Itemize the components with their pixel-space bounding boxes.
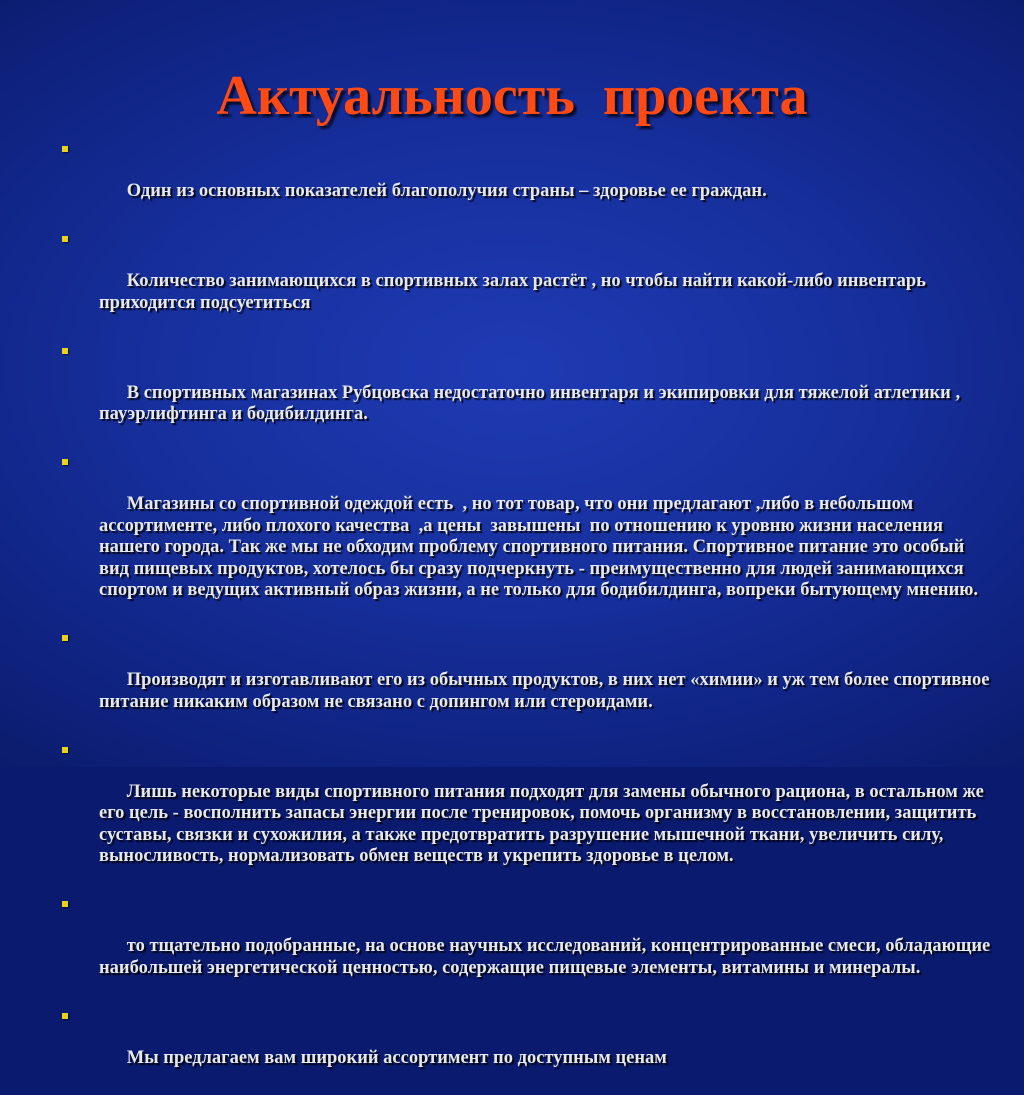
square-bullet-icon	[62, 146, 68, 152]
square-bullet-icon	[62, 747, 68, 753]
bullet-text: Один из основных показателей благополучия страны – здоровье ее граждан.	[126, 181, 767, 201]
square-bullet-icon	[62, 459, 68, 465]
bullet-list	[0, 138, 1024, 1095]
square-bullet-icon	[62, 635, 68, 641]
slide-title: Актуальность проекта	[216, 65, 808, 127]
bullet-text: Лишь некоторые виды спортивного питания подходят для замены обычного рациона, в остальном же его цель - восполнить запасы энергии после тренировок, помочь организму в восстановлении, защитить суставы, связки и сухожилия, а также предотвратить разрушение мышечной ткани, увеличить силу, выносливость, нормализовать обмен веществ и укрепить здоровье в целом.	[99, 781, 989, 866]
bullet-item	[0, 340, 1024, 448]
bullet-text: то тщательно подобранные, на основе научных исследований, концентрированные смеси, обладающие наибольшей энергетической ценностью, содержащие пищевые элементы, витамины и минералы.	[99, 936, 995, 978]
bullet-item	[0, 451, 1024, 623]
square-bullet-icon	[62, 348, 68, 354]
bullet-item	[0, 739, 1024, 890]
bullet-item	[0, 1005, 1024, 1091]
square-bullet-icon	[62, 901, 68, 907]
bullet-item	[0, 893, 1024, 1001]
bullet-text: В спортивных магазинах Рубцовска недостаточно инвентаря и экипировки для тяжелой атлетики , пауэрлифтинга и бодибилдинга.	[99, 382, 965, 424]
bullet-item	[0, 627, 1024, 735]
bullet-item	[0, 138, 1024, 224]
bullet-text: Производят и изготавливают его из обычных продуктов, в них нет «химии» и уж тем более спортивное питание никаким образом не связано с допингом или стероидами.	[99, 670, 995, 712]
bullet-text: Количество занимающихся в спортивных залах растёт , но чтобы найти какой-либо инвентарь приходится подсуетиться	[99, 271, 931, 313]
square-bullet-icon	[62, 236, 68, 242]
bullet-text: Магазины со спортивной одеждой есть , но тот товар, что они предлагают ,либо в небольшом ассортименте, либо плохого качества ,а цены завышены по отношению к уровню жизни населения нашего города. Так же мы не обходим проблему спортивного питания. Спортивное питание это особый вид пищевых продуктов, хотелось бы сразу подчеркнуть - преимущественно для людей занимающихся спортом и ведущих активный образ жизни, а не только для бодибилдинга, вопреки бытующему мнению.	[99, 494, 978, 600]
bullet-text: Мы предлагаем вам широкий ассортимент по доступным ценам	[126, 1047, 667, 1068]
bullet-item	[0, 228, 1024, 336]
square-bullet-icon	[62, 1013, 68, 1019]
